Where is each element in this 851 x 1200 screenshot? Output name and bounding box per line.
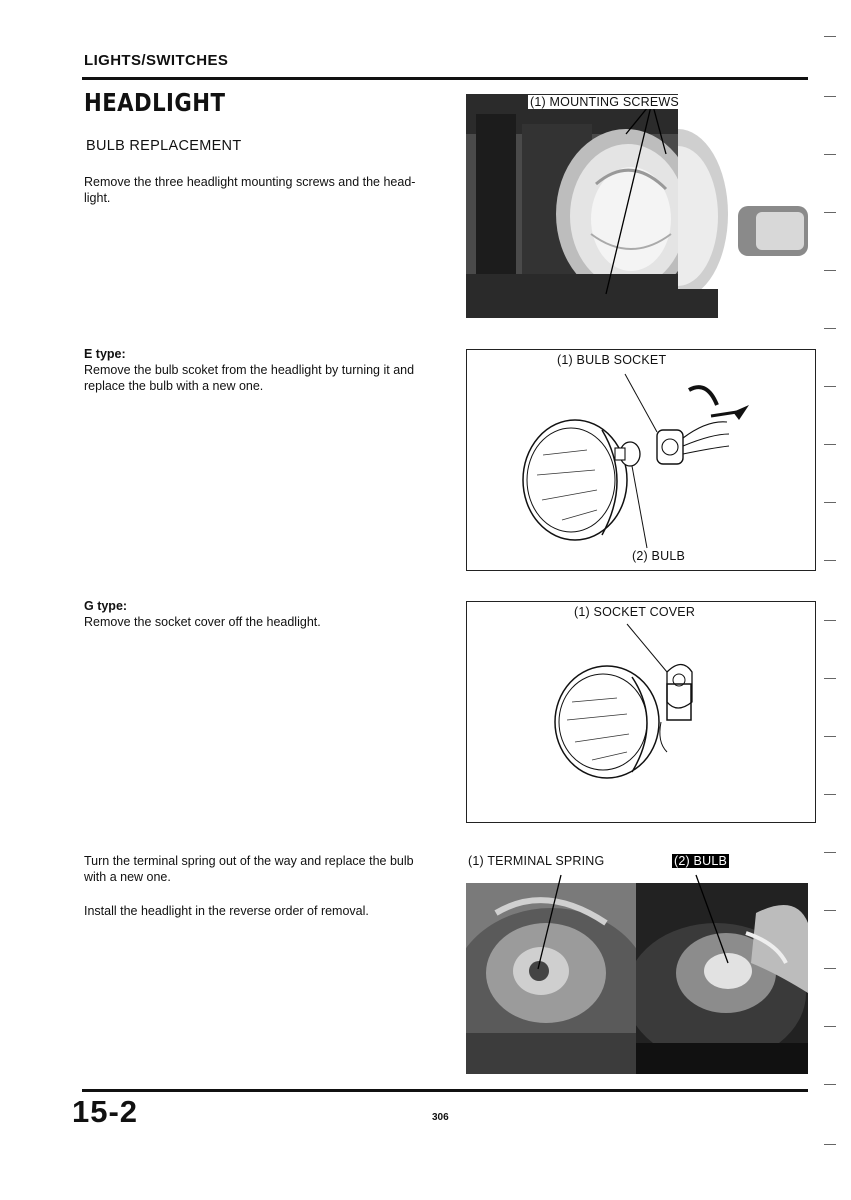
mounting-screws-callout: (1) MOUNTING SCREWS — [530, 95, 679, 109]
margin-tick — [824, 736, 836, 737]
step5-line1: Install the headlight in the reverse order of removal. — [84, 904, 369, 918]
step4-text — [84, 853, 414, 885]
step5-text — [84, 903, 369, 919]
terminal-spring-callout: (1) TERMINAL SPRING — [468, 854, 605, 868]
margin-tick — [824, 852, 836, 853]
gtype-line1: Remove the socket cover off the headlight. — [84, 615, 321, 629]
bulb-photo-illustration — [636, 853, 808, 1074]
margin-tick — [824, 328, 836, 329]
page-number: 15-2 — [72, 1094, 139, 1129]
step1-line2: light. — [84, 191, 111, 205]
mounting-screws-photo-right — [678, 94, 808, 318]
terminal-spring-illustration — [466, 853, 636, 1074]
margin-tick — [824, 560, 836, 561]
turn-signal-illustration — [678, 94, 808, 318]
top-rule — [82, 77, 808, 80]
margin-tick — [824, 968, 836, 969]
margin-tick — [824, 1144, 836, 1145]
step1-line1: Remove the three headlight mounting screws and the head- — [84, 175, 416, 189]
bulb-socket-drawing — [467, 350, 815, 570]
margin-tick — [824, 212, 836, 213]
margin-tick — [824, 502, 836, 503]
margin-tick — [824, 36, 836, 37]
margin-tick — [824, 678, 836, 679]
document-page-number: 306 — [432, 1112, 449, 1123]
headlight-photo-illustration — [466, 94, 678, 318]
margin-tick — [824, 270, 836, 271]
page-title: HEADLIGHT — [84, 88, 226, 117]
margin-tick — [824, 154, 836, 155]
etype-text — [84, 346, 414, 394]
bulb-socket-callout: (1) BULB SOCKET — [557, 353, 667, 367]
mounting-screws-photo — [466, 94, 678, 318]
bottom-rule — [82, 1089, 808, 1092]
etype-line1: Remove the bulb scoket from the headlight by turning it and — [84, 363, 415, 377]
margin-tick — [824, 1026, 836, 1027]
bulb-callout: (2) BULB — [632, 549, 686, 563]
bulb-socket-figure — [466, 349, 816, 571]
margin-tick — [824, 96, 836, 97]
margin-tick — [824, 620, 836, 621]
socket-cover-callout: (1) SOCKET COVER — [574, 605, 696, 619]
bulb-photo-callout: (2) BULB — [674, 854, 728, 868]
section-header: LIGHTS/SWITCHES — [84, 52, 229, 69]
subheading: BULB REPLACEMENT — [86, 138, 242, 154]
margin-tick — [824, 794, 836, 795]
margin-tick — [824, 1084, 836, 1085]
terminal-spring-photo — [466, 853, 636, 1074]
socket-cover-figure — [466, 601, 816, 823]
margin-tick — [824, 910, 836, 911]
step4-line1: Turn the terminal spring out of the way and replace the bulb — [84, 854, 414, 868]
step4-line2: with a new one. — [84, 870, 171, 884]
margin-tick — [824, 444, 836, 445]
etype-label: E type: — [84, 347, 126, 361]
etype-line2: replace the bulb with a new one. — [84, 379, 264, 393]
step1-text — [84, 174, 415, 206]
gtype-label: G type: — [84, 599, 128, 613]
bulb-photo — [636, 853, 808, 1074]
gtype-text — [84, 598, 321, 630]
socket-cover-drawing — [467, 602, 815, 822]
margin-tick — [824, 386, 836, 387]
